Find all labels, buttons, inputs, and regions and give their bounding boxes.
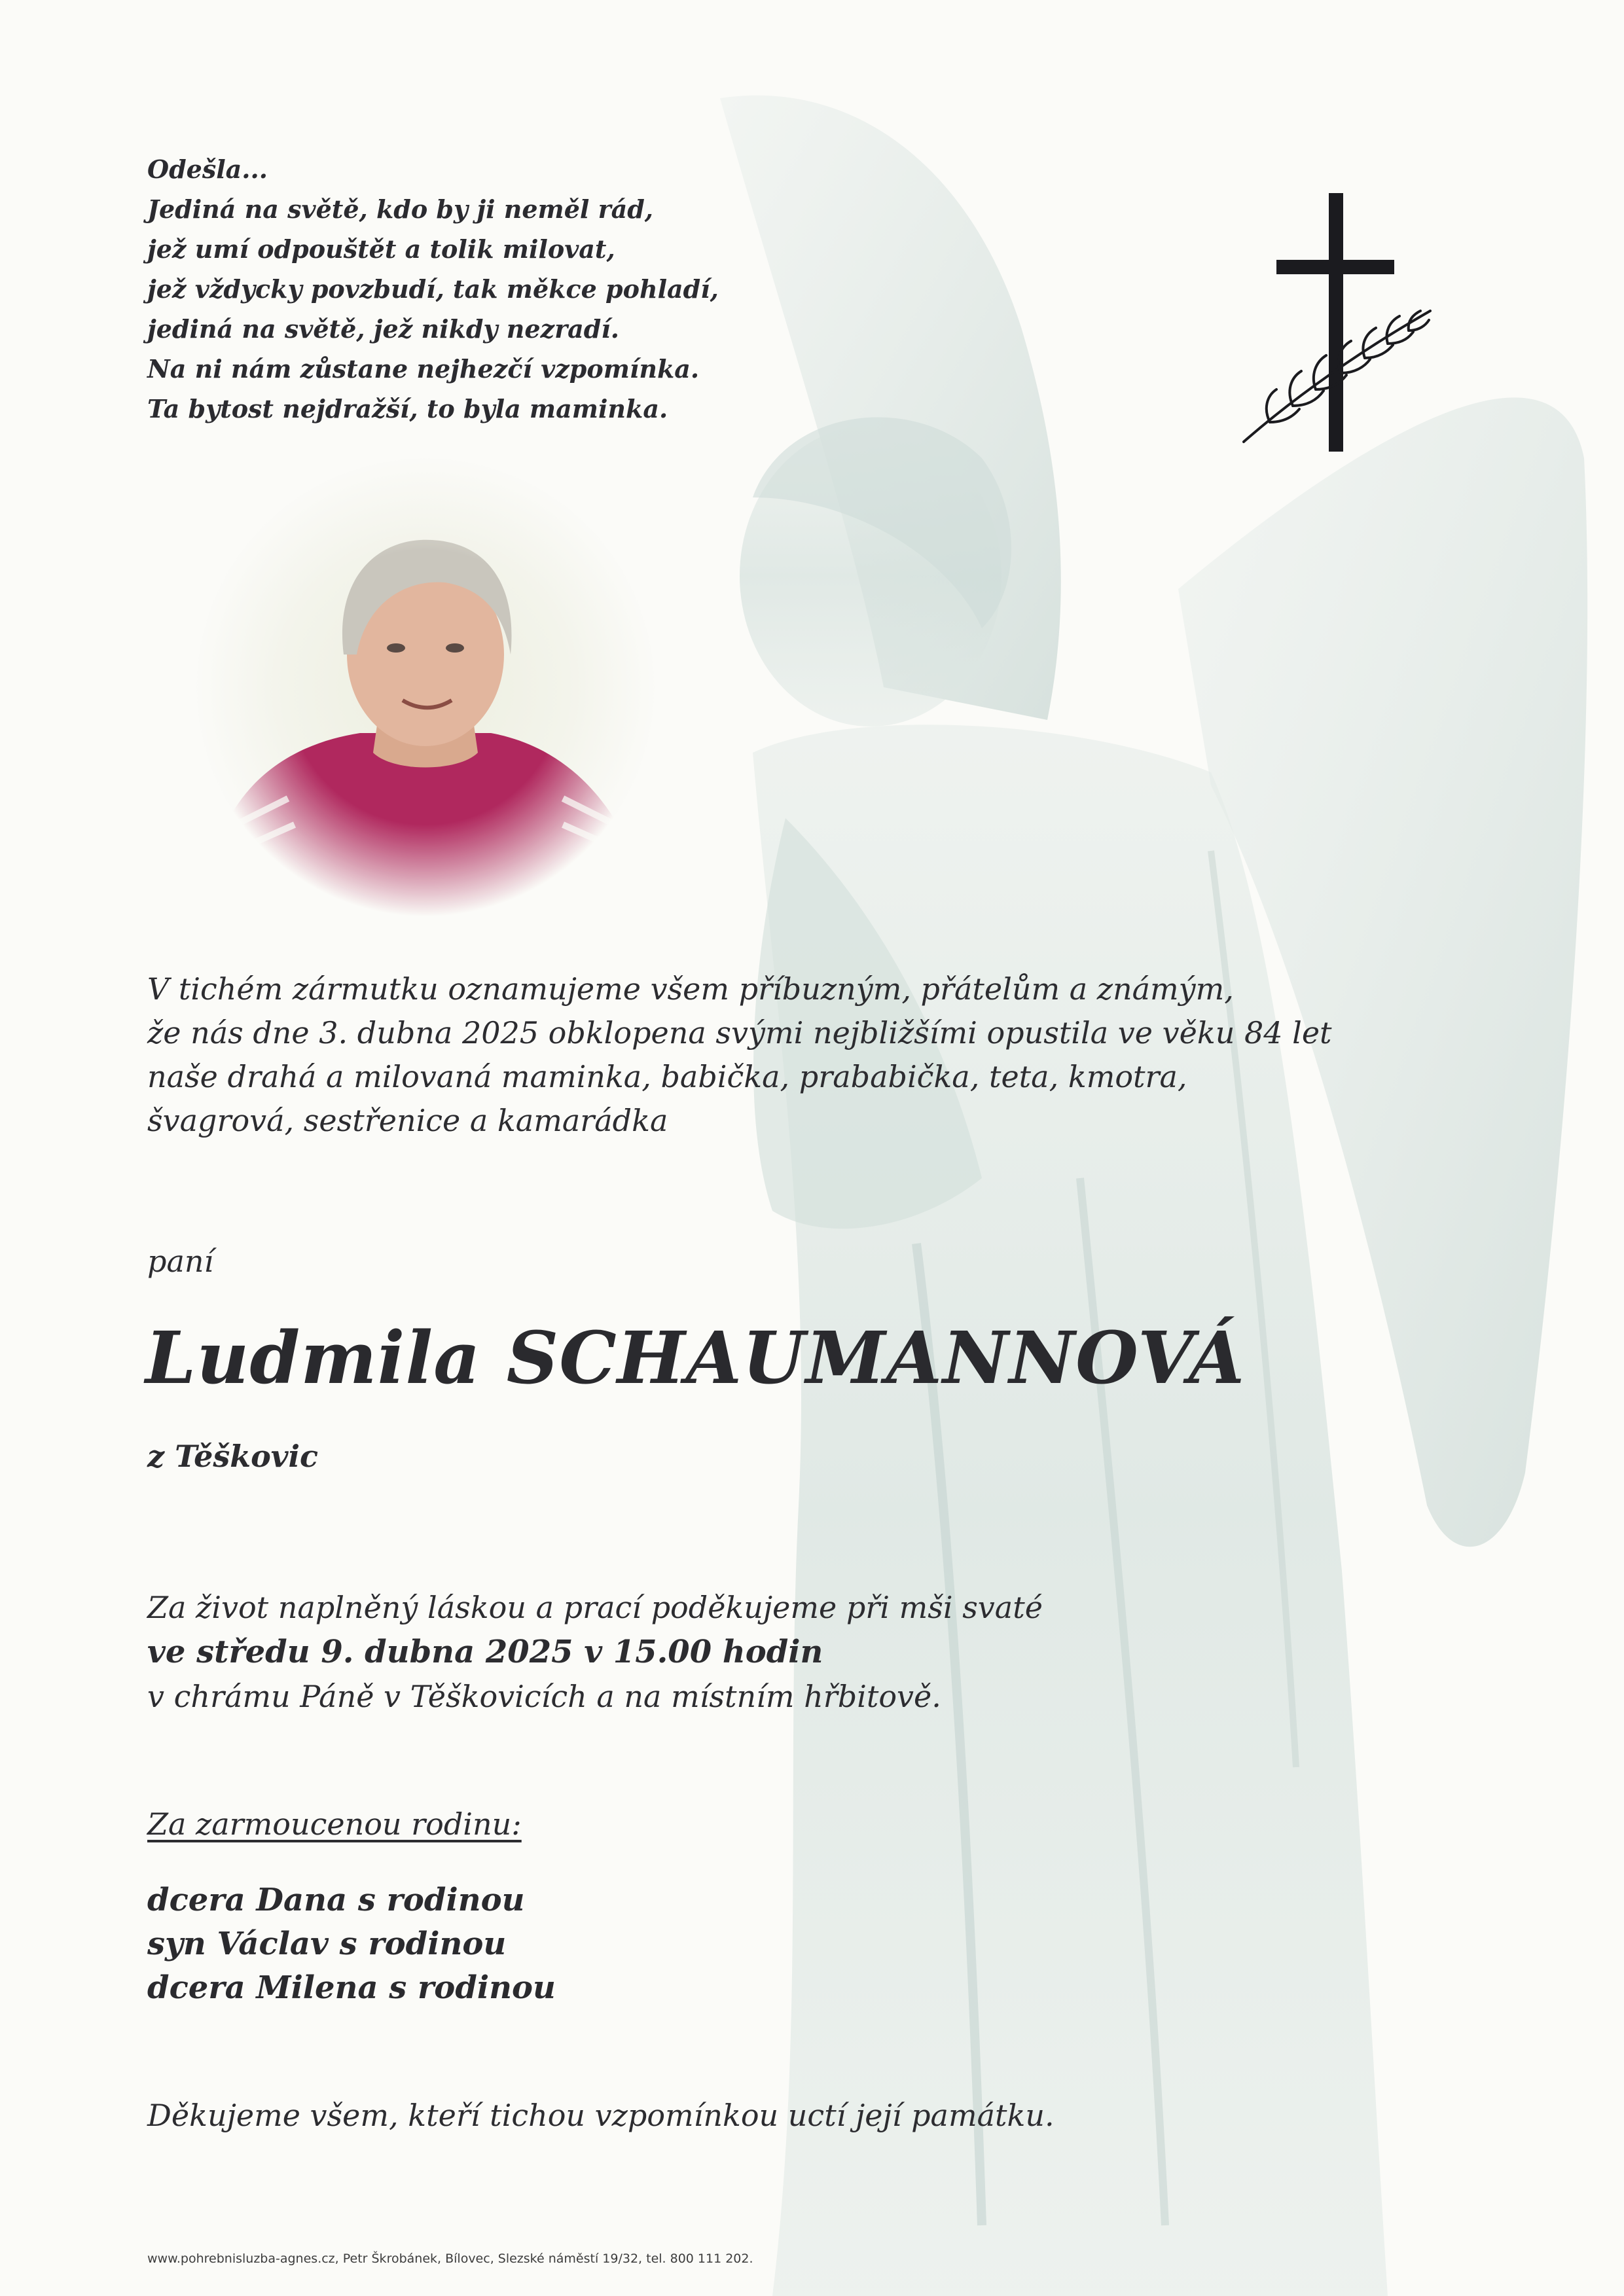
service-line: Za život naplněný láskou a prací poděkujeme při mši svaté bbox=[147, 1590, 1043, 1625]
poem-line: Ta bytost nejdražší, to byla maminka. bbox=[147, 394, 668, 423]
thanks-line: Děkujeme všem, kteří tichou vzpomínkou uctí její památku. bbox=[147, 2098, 1055, 2133]
service-location: v chrámu Páně v Těškovicích a na místním hřbitově. bbox=[147, 1679, 941, 1714]
honorific: paní bbox=[147, 1244, 214, 1279]
family-member: dcera Milena s rodinou bbox=[147, 1969, 556, 2006]
family-member: dcera Dana s rodinou bbox=[147, 1882, 525, 1918]
announcement-line: švagrová, sestřenice a kamarádka bbox=[147, 1103, 668, 1138]
deceased-name: Ludmila SCHAUMANNOVÁ bbox=[145, 1316, 1246, 1400]
announcement-line: naše drahá a milovaná maminka, babička, prababička, teta, kmotra, bbox=[147, 1059, 1187, 1094]
poem-line: jediná na světě, jež nikdy nezradí. bbox=[147, 314, 619, 344]
poem-line: Jediná na světě, kdo by ji neměl rád, bbox=[147, 194, 654, 224]
family-list bbox=[147, 1878, 556, 2010]
announcement-line: V tichém zármutku oznamujeme všem příbuzným, přátelům a známým, bbox=[147, 971, 1234, 1007]
poem bbox=[147, 149, 719, 429]
portrait-illustration bbox=[196, 458, 655, 916]
cross-icon bbox=[1231, 187, 1447, 461]
origin: z Těškovic bbox=[147, 1439, 319, 1474]
portrait-photo bbox=[196, 458, 655, 916]
poem-line: Na ni nám zůstane nejhezčí vzpomínka. bbox=[147, 354, 700, 384]
poem-line: jež vždycky povzbudí, tak měkce pohladí, bbox=[147, 274, 719, 304]
announcement bbox=[147, 967, 1332, 1143]
family-member: syn Václav s rodinou bbox=[147, 1926, 507, 1962]
funeral-service bbox=[147, 1585, 1043, 1719]
funeral-service-footer: www.pohrebnisluzba-agnes.cz, Petr Škrobánek, Bílovec, Slezské náměstí 19/32, tel. 800 111 202. bbox=[147, 2251, 753, 2266]
poem-line: jež umí odpouštět a tolik milovat, bbox=[147, 234, 615, 264]
family-title: Za zarmoucenou rodinu: bbox=[147, 1806, 522, 1842]
service-date: ve středu 9. dubna 2025 v 15.00 hodin bbox=[147, 1634, 823, 1670]
announcement-line: že nás dne 3. dubna 2025 obklopena svými nejbližšími opustila ve věku 84 let bbox=[147, 1015, 1332, 1050]
poem-line: Odešla... bbox=[147, 154, 268, 184]
